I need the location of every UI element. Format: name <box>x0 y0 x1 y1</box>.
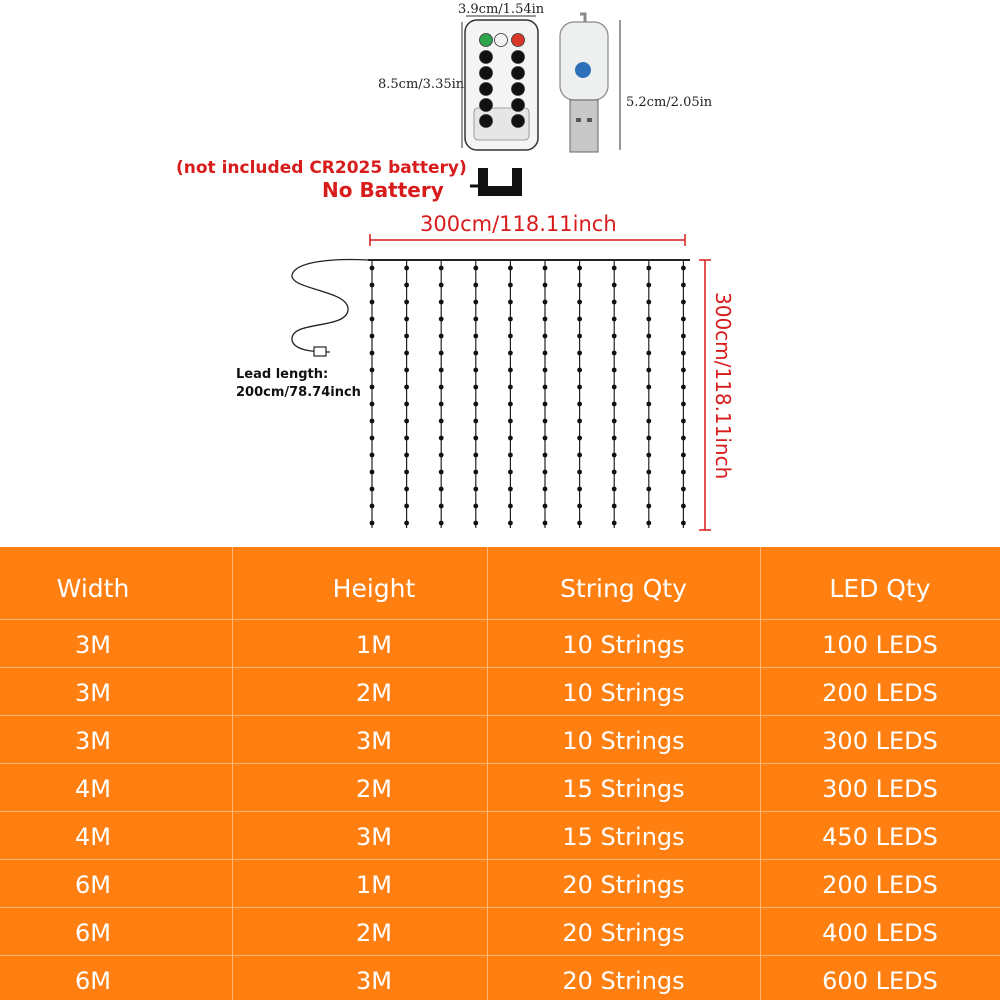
led-bulb-icon <box>577 385 582 390</box>
led-bulb-icon <box>612 317 617 322</box>
led-bulb-icon <box>508 487 513 492</box>
led-bulb-icon <box>370 334 375 339</box>
led-bulb-icon <box>612 300 617 305</box>
led-bulb-icon <box>577 266 582 271</box>
cell-string-qty: 10 Strings <box>562 727 685 755</box>
table-row <box>0 621 1000 669</box>
led-bulb-icon <box>370 283 375 288</box>
led-bulb-icon <box>370 453 375 458</box>
led-bulb-icon <box>681 453 686 458</box>
led-bulb-icon <box>681 266 686 271</box>
cell-led-qty: 100 LEDS <box>822 631 938 659</box>
led-bulb-icon <box>370 351 375 356</box>
led-bulb-icon <box>681 385 686 390</box>
led-bulb-icon <box>439 317 444 322</box>
led-bulb-icon <box>681 317 686 322</box>
table-row <box>0 717 1000 765</box>
cell-string-qty: 20 Strings <box>562 871 685 899</box>
lead-cable <box>292 260 368 352</box>
remote-button-icon <box>480 99 493 112</box>
led-bulb-icon <box>439 402 444 407</box>
led-bulb-icon <box>612 283 617 288</box>
remote-button-icon <box>480 67 493 80</box>
led-bulb-icon <box>681 419 686 424</box>
led-bulb-icon <box>370 521 375 526</box>
led-bulb-icon <box>439 385 444 390</box>
led-bulb-icon <box>577 283 582 288</box>
led-bulb-icon <box>543 487 548 492</box>
remote-button-icon <box>512 83 525 96</box>
led-bulb-icon <box>370 419 375 424</box>
led-bulb-icon <box>577 300 582 305</box>
led-bulb-icon <box>577 470 582 475</box>
led-bulb-icon <box>612 470 617 475</box>
led-bulb-icon <box>543 470 548 475</box>
led-bulb-icon <box>681 470 686 475</box>
table-row <box>0 957 1000 1005</box>
led-bulb-icon <box>370 317 375 322</box>
remote-button-icon <box>512 34 525 47</box>
cell-string-qty: 20 Strings <box>562 919 685 947</box>
led-bulb-icon <box>439 521 444 526</box>
curtain-height-label: 300cm/118.11inch <box>711 292 735 480</box>
led-bulb-icon <box>508 300 513 305</box>
led-bulb-icon <box>646 300 651 305</box>
led-bulb-icon <box>370 470 375 475</box>
table-row <box>0 765 1000 813</box>
led-bulb-icon <box>404 368 409 373</box>
led-bulb-icon <box>508 368 513 373</box>
led-bulb-icon <box>646 521 651 526</box>
led-bulb-icon <box>508 504 513 509</box>
remote-button-icon <box>480 115 493 128</box>
led-bulb-icon <box>508 385 513 390</box>
remote-button-icon <box>480 51 493 64</box>
led-bulb-icon <box>577 351 582 356</box>
led-bulb-icon <box>508 317 513 322</box>
led-bulb-icon <box>404 453 409 458</box>
led-bulb-icon <box>473 487 478 492</box>
led-bulb-icon <box>577 436 582 441</box>
led-bulb-icon <box>473 521 478 526</box>
cell-height: 2M <box>356 775 392 803</box>
led-bulb-icon <box>404 487 409 492</box>
led-bulb-icon <box>473 402 478 407</box>
cell-width: 4M <box>75 823 111 851</box>
led-bulb-icon <box>439 351 444 356</box>
led-bulb-icon <box>612 334 617 339</box>
led-bulb-icon <box>612 368 617 373</box>
cell-width: 4M <box>75 775 111 803</box>
remote-button-icon <box>512 115 525 128</box>
led-bulb-icon <box>543 283 548 288</box>
led-bulb-icon <box>404 419 409 424</box>
led-bulb-icon <box>370 300 375 305</box>
led-bulb-icon <box>543 300 548 305</box>
led-bulb-icon <box>612 504 617 509</box>
cell-height: 1M <box>356 631 392 659</box>
remote-button-icon <box>512 67 525 80</box>
led-bulb-icon <box>473 453 478 458</box>
led-bulb-icon <box>404 300 409 305</box>
led-bulb-icon <box>404 266 409 271</box>
led-bulb-icon <box>543 334 548 339</box>
led-bulb-icon <box>439 419 444 424</box>
led-bulb-icon <box>612 351 617 356</box>
led-bulb-icon <box>473 334 478 339</box>
cell-string-qty: 20 Strings <box>562 967 685 995</box>
led-bulb-icon <box>543 351 548 356</box>
led-bulb-icon <box>404 351 409 356</box>
remote-height-dimension: 8.5cm/3.35in <box>378 77 465 92</box>
led-bulb-icon <box>508 351 513 356</box>
led-bulb-icon <box>439 453 444 458</box>
led-bulb-icon <box>612 266 617 271</box>
led-bulb-icon <box>646 453 651 458</box>
led-bulb-icon <box>543 436 548 441</box>
led-bulb-icon <box>370 385 375 390</box>
led-bulb-icon <box>646 334 651 339</box>
cell-led-qty: 300 LEDS <box>822 727 938 755</box>
cell-led-qty: 400 LEDS <box>822 919 938 947</box>
led-bulb-icon <box>646 402 651 407</box>
led-bulb-icon <box>473 385 478 390</box>
led-bulb-icon <box>508 266 513 271</box>
led-bulb-icon <box>404 504 409 509</box>
led-bulb-icon <box>681 521 686 526</box>
led-bulb-icon <box>473 283 478 288</box>
cell-led-qty: 300 LEDS <box>822 775 938 803</box>
led-bulb-icon <box>439 300 444 305</box>
led-bulb-icon <box>473 300 478 305</box>
led-bulb-icon <box>439 436 444 441</box>
led-bulb-icon <box>577 334 582 339</box>
cell-width: 3M <box>75 631 111 659</box>
remote-button-icon <box>512 99 525 112</box>
led-bulb-icon <box>577 521 582 526</box>
lead-length-label <box>236 366 361 402</box>
led-bulb-icon <box>508 283 513 288</box>
led-bulb-icon <box>646 317 651 322</box>
led-bulb-icon <box>612 419 617 424</box>
led-bulb-icon <box>370 504 375 509</box>
led-bulb-icon <box>508 470 513 475</box>
led-bulb-icon <box>370 402 375 407</box>
led-bulb-icon <box>508 334 513 339</box>
led-bulb-icon <box>473 317 478 322</box>
led-bulb-icon <box>681 402 686 407</box>
battery-note: (not included CR2025 battery) <box>176 158 467 178</box>
led-bulb-icon <box>508 402 513 407</box>
remote-width-dimension: 3.9cm/1.54in <box>458 2 545 17</box>
led-bulb-icon <box>543 521 548 526</box>
cell-string-qty: 10 Strings <box>562 631 685 659</box>
led-bulb-icon <box>543 385 548 390</box>
spec-table <box>0 547 1000 1000</box>
cell-led-qty: 200 LEDS <box>822 679 938 707</box>
cell-height: 3M <box>356 727 392 755</box>
led-bulb-icon <box>646 351 651 356</box>
led-bulb-icon <box>681 504 686 509</box>
lead-length-value: 200cm/78.74inch <box>236 385 361 400</box>
cell-width: 6M <box>75 967 111 995</box>
cell-width: 6M <box>75 919 111 947</box>
led-bulb-icon <box>543 317 548 322</box>
led-bulb-icon <box>439 334 444 339</box>
led-bulb-icon <box>646 266 651 271</box>
led-bulb-icon <box>681 334 686 339</box>
led-bulb-icon <box>473 436 478 441</box>
led-bulb-icon <box>681 283 686 288</box>
curtain-height-arrow <box>699 260 711 530</box>
led-bulb-icon <box>404 385 409 390</box>
led-bulb-icon <box>543 419 548 424</box>
led-bulb-icon <box>439 487 444 492</box>
header-height: Height <box>332 574 416 603</box>
usb-blue-button-icon <box>575 62 591 78</box>
led-bulb-icon <box>404 317 409 322</box>
led-bulb-icon <box>404 283 409 288</box>
led-bulb-icon <box>646 368 651 373</box>
led-bulb-icon <box>404 402 409 407</box>
led-bulb-icon <box>543 266 548 271</box>
led-bulb-icon <box>404 436 409 441</box>
table-row <box>0 861 1000 909</box>
led-bulb-icon <box>439 368 444 373</box>
cell-height: 1M <box>356 871 392 899</box>
led-bulb-icon <box>508 521 513 526</box>
led-bulb-icon <box>577 453 582 458</box>
led-bulb-icon <box>646 504 651 509</box>
led-bulb-icon <box>439 504 444 509</box>
table-row <box>0 813 1000 861</box>
cell-led-qty: 600 LEDS <box>822 967 938 995</box>
led-bulb-icon <box>646 436 651 441</box>
lead-plug-icon <box>314 347 326 356</box>
led-bulb-icon <box>612 385 617 390</box>
led-bulb-icon <box>473 504 478 509</box>
led-bulb-icon <box>612 487 617 492</box>
usb-height-dimension: 5.2cm/2.05in <box>626 95 713 110</box>
led-bulb-icon <box>646 470 651 475</box>
led-bulb-icon <box>508 419 513 424</box>
led-bulb-icon <box>612 453 617 458</box>
led-bulb-icon <box>370 487 375 492</box>
led-bulb-icon <box>508 436 513 441</box>
led-bulb-icon <box>439 266 444 271</box>
led-bulb-icon <box>473 351 478 356</box>
cell-width: 3M <box>75 727 111 755</box>
led-bulb-icon <box>577 402 582 407</box>
led-bulb-icon <box>681 351 686 356</box>
led-bulb-icon <box>370 436 375 441</box>
cell-height: 2M <box>356 919 392 947</box>
led-bulb-icon <box>370 368 375 373</box>
led-bulb-icon <box>612 436 617 441</box>
led-bulb-icon <box>543 368 548 373</box>
led-bulb-icon <box>473 266 478 271</box>
header-string-qty: String Qty <box>560 574 687 603</box>
remote-button-icon <box>480 34 493 47</box>
led-bulb-icon <box>473 419 478 424</box>
no-battery-warning: No Battery <box>322 178 444 202</box>
led-bulb-icon <box>612 521 617 526</box>
cell-led-qty: 450 LEDS <box>822 823 938 851</box>
led-bulb-icon <box>404 470 409 475</box>
table-row <box>0 669 1000 717</box>
cell-string-qty: 10 Strings <box>562 679 685 707</box>
led-bulb-icon <box>646 385 651 390</box>
cell-height: 2M <box>356 679 392 707</box>
led-bulb-icon <box>646 283 651 288</box>
led-bulb-icon <box>404 334 409 339</box>
cell-width: 3M <box>75 679 111 707</box>
led-bulb-icon <box>508 453 513 458</box>
led-bulb-icon <box>404 521 409 526</box>
remote-button-icon <box>480 83 493 96</box>
led-bulb-icon <box>543 402 548 407</box>
led-bulb-icon <box>543 504 548 509</box>
led-bulb-icon <box>646 419 651 424</box>
curtain-strings <box>370 260 686 528</box>
led-bulb-icon <box>681 300 686 305</box>
led-bulb-icon <box>681 436 686 441</box>
led-bulb-icon <box>646 487 651 492</box>
remote-button-icon <box>512 51 525 64</box>
led-bulb-icon <box>543 453 548 458</box>
lead-length-title: Lead length: <box>236 367 329 382</box>
cell-string-qty: 15 Strings <box>562 775 685 803</box>
battery-clip-icon <box>478 168 522 196</box>
led-bulb-icon <box>577 487 582 492</box>
led-bulb-icon <box>612 402 617 407</box>
led-bulb-icon <box>681 368 686 373</box>
table-row <box>0 909 1000 957</box>
header-width: Width <box>56 574 130 603</box>
led-bulb-icon <box>370 266 375 271</box>
usb-controller <box>560 14 608 152</box>
remote-button-icon <box>495 34 508 47</box>
led-bulb-icon <box>577 419 582 424</box>
header-led-qty: LED Qty <box>829 574 931 603</box>
led-bulb-icon <box>439 283 444 288</box>
curtain-width-label: 300cm/118.11inch <box>420 212 617 236</box>
led-bulb-icon <box>577 368 582 373</box>
led-bulb-icon <box>577 317 582 322</box>
cell-width: 6M <box>75 871 111 899</box>
cell-string-qty: 15 Strings <box>562 823 685 851</box>
led-bulb-icon <box>681 487 686 492</box>
led-bulb-icon <box>577 504 582 509</box>
cell-height: 3M <box>356 823 392 851</box>
led-bulb-icon <box>439 470 444 475</box>
row-divider <box>0 619 1000 620</box>
cell-led-qty: 200 LEDS <box>822 871 938 899</box>
cell-height: 3M <box>356 967 392 995</box>
led-bulb-icon <box>473 470 478 475</box>
led-bulb-icon <box>473 368 478 373</box>
table-header-row <box>0 565 1000 613</box>
